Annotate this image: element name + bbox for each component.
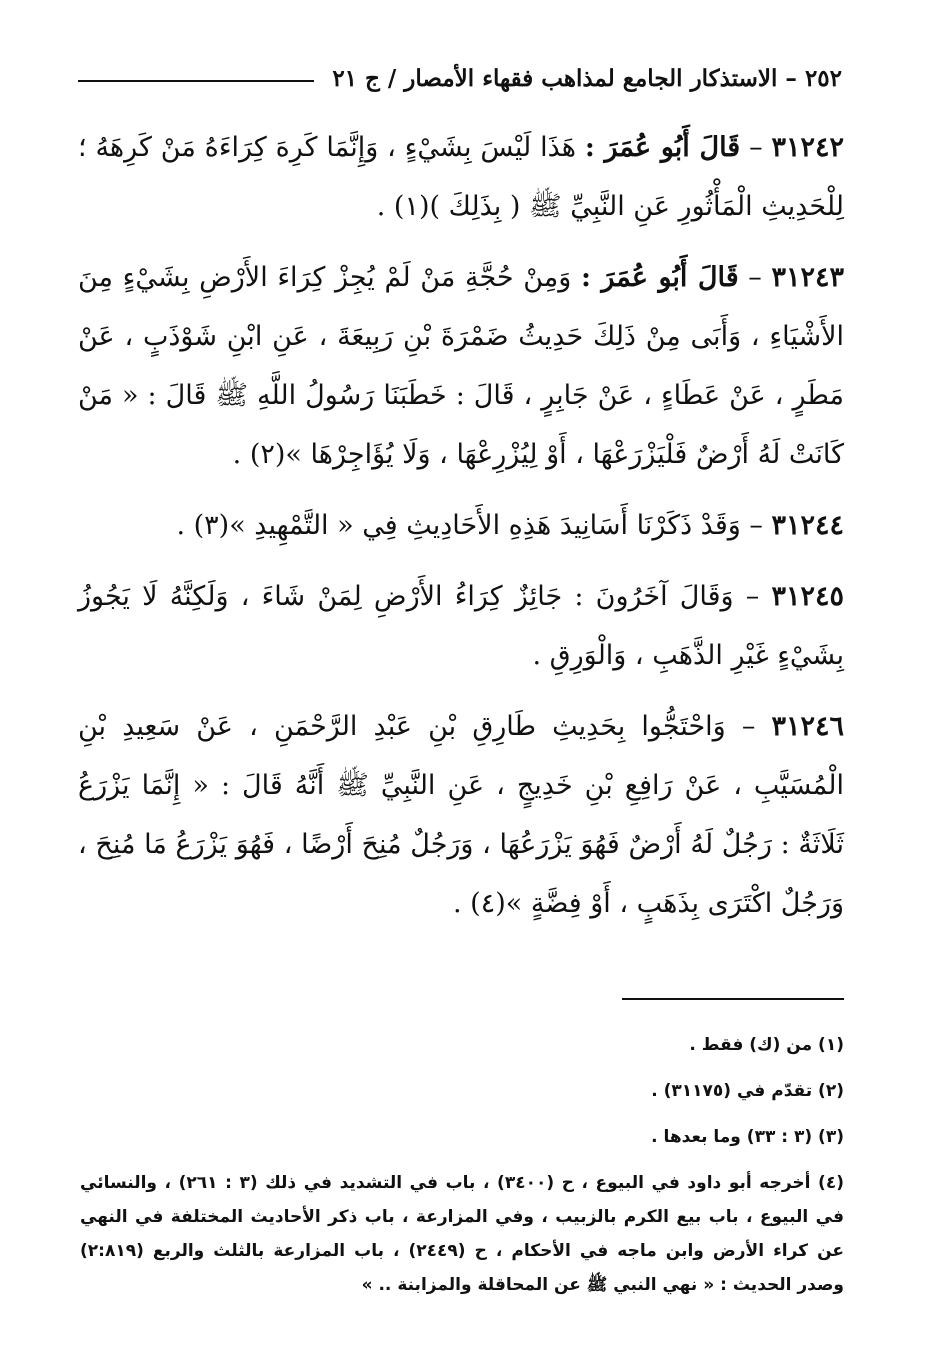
paragraph-31244 bbox=[78, 496, 844, 555]
footnote-3: (٣) (٣ : ٣٣) وما بعدها . bbox=[651, 1127, 844, 1147]
dash: – bbox=[738, 262, 762, 293]
paragraph-number: ٣١٢٤٢ bbox=[771, 132, 844, 163]
paragraph-text: وَاحْتَجُّوا بِحَدِيثِ طَارِقِ بْنِ عَبْدِ الرَّحْمَنِ ، عَنْ سَعِيدِ بْنِ الْمُسَيَّبِ ، عَنْ رَافِعِ بْنِ خَدِيجٍ ، عَنِ النَّبِيِّ ﷺ أَنَّهُ قَالَ : « إِنَّمَا يَزْرَعُ ثَلَاثَةٌ : رَجُلٌ لَهُ أَرْضٌ فَهُوَ يَزْرَعُهَا ، وَرَجُلٌ مُنِحَ أَرْضًا ، فَهُوَ يَزْرَعُ مَا مُنِحَ ، وَرَجُلٌ اكْتَرَى بِذَهَبٍ ، أَوْ فِضَّةٍ »(٤) . bbox=[78, 711, 844, 919]
header-rule bbox=[78, 80, 314, 82]
paragraph-31245 bbox=[78, 567, 844, 685]
paragraph-number: ٣١٢٤٦ bbox=[771, 711, 844, 742]
footnote-1: (١) من (ك) فقط . bbox=[689, 1035, 844, 1055]
dash: – bbox=[725, 711, 756, 742]
footnote-4: (٤) أخرجه أبو داود في البيوع ، ح (٣٤٠٠) ، باب في التشديد في ذلك (٣ : ٢٦١) ، والنسائي في البيوع ، باب بيع الكرم بالزبيب ، وفي المزارعة ، باب ذكر الأحاديث المختلفة في النهي عن كراء الأرض وابن ماجه في الأحكام ، ح (٢٤٤٩) ، باب المزارعة بالثلث والربع (٢:٨١٩) وصدر الحديث : « نهي النبي ﷺ عن المحاقلة والمزابنة .. » bbox=[80, 1173, 845, 1295]
speaker-label: قَالَ أَبُو عُمَرَ : bbox=[580, 262, 739, 293]
paragraph-31242 bbox=[78, 118, 844, 236]
running-header bbox=[78, 58, 842, 98]
paragraph-number: ٣١٢٤٥ bbox=[771, 581, 844, 612]
paragraph-number: ٣١٢٤٤ bbox=[771, 510, 844, 541]
paragraph-31246 bbox=[78, 697, 844, 933]
dash: – bbox=[733, 581, 760, 612]
footnotes bbox=[80, 1028, 844, 1313]
speaker-label: قَالَ أَبُو عُمَرَ : bbox=[584, 132, 741, 163]
paragraph-text: وَمِنْ حُجَّةِ مَنْ لَمْ يُجِزْ كِرَاءَ الأَرْضِ بِشَيْءٍ مِنَ الأَشْيَاءِ ، وَأَبَى مِنْ ذَلِكَ حَدِيثُ ضَمْرَةَ بْنِ رَبِيعَةَ ، عَنِ ابْنِ شَوْذَبٍ ، عَنْ مَطَرٍ ، عَنْ عَطَاءٍ ، عَنْ جَابِرٍ ، قَالَ : خَطَبَنَا رَسُولُ اللَّهِ ﷺ قَالَ : « مَنْ كَانَتْ لَهُ أَرْضٌ فَلْيَزْرَعْهَا ، أَوْ لِيُزْرِعْهَا ، وَلَا يُؤَاجِرْهَا »(٢) . bbox=[78, 262, 844, 470]
footnote-separator bbox=[622, 998, 844, 1000]
dash: – bbox=[740, 510, 763, 541]
running-header-text: ٢٥٢ – الاستذكار الجامع لمذاهب فقهاء الأمصار / ج ٢١ bbox=[332, 64, 842, 92]
main-text bbox=[78, 118, 844, 945]
footnote-2: (٢) تقدّم في (٣١١٧٥) . bbox=[651, 1081, 844, 1101]
paragraph-text: وَقَالَ آخَرُونَ : جَائِزٌ كِرَاءُ الأَرْضِ لِمَنْ شَاءَ ، وَلَكِنَّهُ لَا يَجُوزُ بِشَيْءٍ غَيْرِ الذَّهَبِ ، وَالْوَرِقِ . bbox=[78, 581, 844, 671]
paragraph-text: هَذَا لَيْسَ بِشَيْءٍ ، وَإِنَّمَا كَرِهَ كِرَاءَهُ مَنْ كَرِهَهُ ؛ لِلْحَدِيثِ الْمَأْثُورِ عَنِ النَّبِيِّ ﷺ ( بِذَلِكَ )(١) . bbox=[78, 132, 844, 222]
paragraph-number: ٣١٢٤٣ bbox=[771, 262, 844, 293]
paragraph-31243 bbox=[78, 248, 844, 484]
dash: – bbox=[740, 132, 763, 163]
paragraph-text: وَقَدْ ذَكَرْنَا أَسَانِيدَ هَذِهِ الأَحَادِيثِ فِي « التَّمْهِيدِ »(٣) . bbox=[176, 510, 741, 541]
